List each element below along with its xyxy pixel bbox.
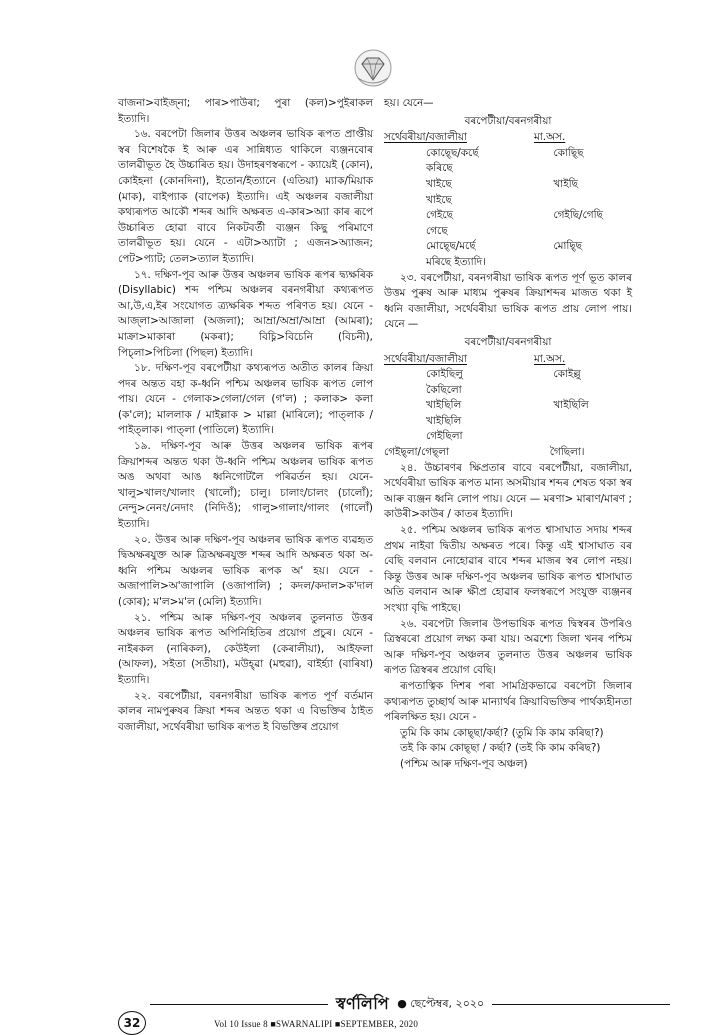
table-2-head-right: মা.অস. [534, 352, 566, 365]
example-line-2: তই কি কাম কোছ্ছা / কৰ্ছা? (তই কি কাম কৰিছ?) [400, 742, 601, 755]
table-row: কোছ্ছে/কৰ্ছে কোছ্ছি [426, 146, 584, 159]
right-paragraph-25: ২৫. পশ্চিম অঞ্চলৰ ভাষিক ৰূপত শ্বাসাঘাত সদায় শব্দৰ প্ৰথম নাইবা দ্বিতীয় অক্ষৰত পৰে। কিন্তু এই শ্বাসাঘাত বৰ বেছি বলবান নোহোৱাৰ বাবে শব্দৰ মাজৰ স্বৰ লোপ নহয়। কিন্তু উত্তৰ আৰু দক্ষিণ-পূব অঞ্চলৰ ভাষিক ৰূপত শ্বাসাঘাত অতি বলবান আৰু ক্ষীপ্ৰ হোৱাৰ ফলস্বৰূপে সংযুক্ত ব্যঞ্জনৰ সংখ্যা বৃদ্ধি পাইছে। [384, 524, 632, 614]
table-2-header [384, 352, 632, 368]
table-1-header [384, 130, 632, 146]
table-1-head-right: মা.অস. [534, 131, 566, 144]
left-paragraph-22: ২২. বৰপেটীয়া, বৰনগৰীয়া ভাষিক ৰূপত পূৰ্ণ বৰ্তমান কালৰ নামপুৰুষৰ ক্ৰিয়া শব্দৰ অন্তত থকা এ বিভক্তিৰ ঠাইত বজালীয়া, সৰ্থেবৰীয়া ভাষিক ৰূপত ই বিভক্তিৰ প্ৰয়োগ [118, 689, 373, 733]
table-row: খাইছে [426, 193, 452, 206]
magazine-date: ● ছেপ্টেম্বৰ, ২০২০ [397, 996, 485, 1010]
right-paragraph-morphology: ৰূপতাত্বিক দিশৰ পৰা সামগ্ৰিকভাৱে বৰপেটা জিলাৰ কথ্যৰূপত তুচ্ছাৰ্থ আৰু মান্যাৰ্থৰ ক্ৰিয়াবিভক্তিৰ পাৰ্থক্যহীনতা পৰিলক্ষিত হয়। যেনে - [384, 679, 632, 724]
table-row: কৈছিলো [426, 383, 462, 396]
table-2-title: বৰপেটীয়া/বৰনগৰীয়া [464, 335, 552, 348]
left-paragraph-18: ১৮. দক্ষিণ-পূব বৰপেটীয়া কথ্যৰূপত অতীত কালৰ ক্ৰিয়া পদৰ অন্তত বহা ক-ধ্বনি পশ্চিম অঞ্চলৰ ভাষিক ৰূপত লোপ পায়। যেনে - গেলাক>গেলা/গেল (গ'ল) ; কলাক> কলা (ক'লে); মাললাক / মাইল্লাক > মাল্লা (মাৰিলে); পাত্লাক / পাইত্লাক। পাত্লা (পাতিলে) ইত্যাদি। [118, 362, 373, 437]
right-paragraph-24: ২৪. উচ্চাৰণৰ ক্ষিপ্ৰতাৰ বাবে বৰপেটীয়া, বজালীয়া, সৰ্থেবৰীয়া ভাষিক ৰূপত মান্য অসমীয়াৰ শব্দৰ শেষত থকা স্বৰ আৰু ব্যঞ্জন ধ্বনি লোপ পায়। যেনে — মৰণা> মাৰাণ/মাৰণ ; কাউৰী>কাউৰ / কাতৰ ইত্যাদি। [384, 461, 632, 521]
table-1 [384, 114, 632, 271]
table-row: গেইছে গেইছি/গেছি [426, 209, 603, 222]
magazine-title: স্বৰ্ণলিপি [335, 993, 390, 1013]
table-row: মোছ্ছে/মৰ্ছে মোছ্ছি [426, 240, 582, 253]
table-2 [384, 335, 632, 461]
left-column [118, 96, 373, 735]
left-paragraph-0: বাজনা>বাইজ্না; পাৰ>পাউৰা; পুৰা (কল)>পুইৰাকল ইত্যাদি। [118, 97, 373, 125]
right-paragraph-23: ২৩. বৰপেটীয়া, বৰনগৰীয়া ভাষিক ৰূপত পূৰ্ণ ভূত কালৰ উত্তম পুৰুষ আৰু মাধ্যম পুৰুষৰ ক্ৰিয়াশব্দৰ মাজত থকা ই ধ্বনি বজালীয়া, সৰ্থেবৰীয়া ভাষিক ৰূপত প্ৰায় লোপ পায়। যেনে — [384, 271, 632, 331]
table-1-title: বৰপেটীয়া/বৰনগৰীয়া [464, 114, 552, 127]
table-row: মৰিছে ইত্যাদি। [426, 255, 486, 268]
table-1-head-left: সৰ্থেবৰীয়া/বজালীয়া [384, 131, 467, 144]
table-row: গেইছ্লা/গেছ্লা গৈছিলা। [384, 446, 585, 459]
left-paragraph-19: ১৯. দক্ষিণ-পূব আৰু উত্তৰ অঞ্চলৰ ভাষিক ৰূপৰ ক্ৰিয়াশব্দৰ অন্তত থকা উ-ধ্বনি পশ্চিম অঞ্চলৰ ভাষিক ৰূপত অঙ অথবা আঙ ধ্বনিগোটলৈ পৰিৱৰ্তন হয়। যেনে- খালু>খালং/খালাং (খালোঁ); চালু। চালাং/চালং (চালোঁ); নেন্দু>নেনং/নেদাং (নিদিওঁ); গালু>গালাং/গালং (গালোঁ) ইত্যাদি। [118, 440, 373, 531]
table-row: গেইছিলা [426, 430, 463, 443]
right-top-text: হয়। যেনে— [384, 97, 434, 109]
footer-rule-right [492, 1004, 670, 1005]
footer-brand [150, 994, 670, 1014]
table-row: খাইছে খাইছি [426, 177, 578, 190]
example-line-3: (পশ্চিম আৰু দক্ষিণ-পূব অঞ্চল) [400, 757, 528, 770]
left-paragraph-20: ২০. উত্তৰ আৰু দক্ষিণ-পূব অঞ্চলৰ ভাষিক ৰূপত ব্যৱহৃত দ্বিঅক্ষৰযুক্ত আৰু ত্ৰিঅক্ষৰযুক্ত শব্দৰ আদি অক্ষৰত থকা অ- ধ্বনি পশ্চিম অঞ্চলৰ ভাষিক ৰূপক অ' হয়। যেনে - অজাপালি>অ'জাপালি (ওজাপালি) ; কদল/কদাল>ক'দাল (কোৰ); ম'ল>ম'ল (মেলি) ইত্যাদি। [118, 533, 373, 608]
left-paragraph-21: ২১. পশ্চিম আৰু দক্ষিণ-পূব অঞ্চলৰ তুলনাত উত্তৰ অঞ্চলৰ ভাষিক ৰূপত অপিনিহিতিৰ প্ৰয়োগ প্ৰচুৰ। যেনে - নাইৰকল (নাৰিকল), কেউইলা (কেৰালীয়া), আইফলা (আফল), সইতা (সতীয়া), মউহ্ৱা (মহুৱা), বাইৰ্হ্যা (বাৰিষা) ইত্যাদি। [118, 611, 373, 686]
table-row: কোইছিলু কোইল্লু [426, 368, 581, 381]
page-number: 32 [118, 1011, 146, 1035]
issue-line: Vol 10 Issue 8 ■SWARNALIPI ■SEPTEMBER, 2020 [214, 1019, 419, 1029]
table-2-head-left: সৰ্থেবৰীয়া/বজালীয়া [384, 352, 467, 365]
left-paragraph-17: ১৭. দক্ষিণ-পূব আৰু উত্তৰ অঞ্চলৰ ভাষিক ৰূপৰ দ্ব্যক্ষৰিক (Disyllabic) শব্দ পশ্চিম অঞ্চলৰ বৰনগৰীয়া কথ্যৰূপত আ,উ,এ,ইৰ সংযোগত ত্ৰ্যক্ষৰিক শব্দত পৰিণত হয়। যেনে - আজ্লা>আজালা (অজলা); আম্ৰা/অম্ৰা/আম্ৰা (আমৰা); মাক্ৰা>মাকাৰা (মকৰা); বিচ্নি>বিচেনি (বিচনী), পিচ্লা>পিচিলা (পিছল) ইত্যাদি। [118, 268, 373, 359]
right-paragraph-26: ২৬. বৰপেটা জিলাৰ উপভাষিক ৰূপত দ্বিস্বৰৰ উপৰিও ত্ৰিস্বৰৰো প্ৰয়োগ লক্ষ্য কৰা যায়। অৱশ্যে জিলা খনৰ পশ্চিম আৰু দক্ষিণ-পূব অঞ্চলৰ তুলনাত উত্তৰ অঞ্চলৰ ভাষিক ৰূপত ত্ৰিস্বৰৰ প্ৰয়োগ বেছি। [384, 617, 632, 677]
table-row: গেছে [426, 224, 448, 237]
diamond-logo-icon [352, 48, 394, 88]
table-row: খাইছিলি খাইছিলি [426, 399, 589, 412]
example-line-1: তুমি কি কাম কোছ্ছা/কৰ্ছা? (তুমি কি কাম কৰিছা?) [400, 726, 604, 739]
table-row: কৰিছে [426, 162, 453, 175]
footer-rule-left [150, 1004, 328, 1005]
left-paragraph-16: ১৬. বৰপেটা জিলাৰ উত্তৰ অঞ্চলৰ ভাষিক ৰূপত প্ৰাপ্তীয় স্বৰ বিশেষকৈ ই আৰু এৰ সান্নিধ্যত থাকিলে ব্যঞ্জনবোৰ তালৱীভূত হৈ উচ্চাৰিত হয়। উদাহৰণস্বৰূপে - ক্যায়েই (কোন), কোইহনা (কোনদিনা), ইতোন/ইত্যানে (এতিয়া) ম্যাক/মিয়াক (মাক), বাইপ্যাক (বাপেক) ইত্যাদি। এই অঞ্চলৰ বজালীয়া কথ্যৰূপত আকৌ শব্দৰ আদি অক্ষৰত এ-কাৰ>অ্যা কাৰ ৰূপে উচ্চাৰিত হোৱা বাবে নিকটবৰ্তী ব্যঞ্জন কিছু পৰিমাণে তালৱীভূত হয়। যেনে - এটা>অ্যাটা ; এজন>অ্যাজন; পেট>প্যাট; তেল>ত্যাল ইত্যাদি। [118, 128, 373, 265]
right-column [384, 96, 632, 773]
table-row: খাইছিলি [426, 414, 462, 427]
